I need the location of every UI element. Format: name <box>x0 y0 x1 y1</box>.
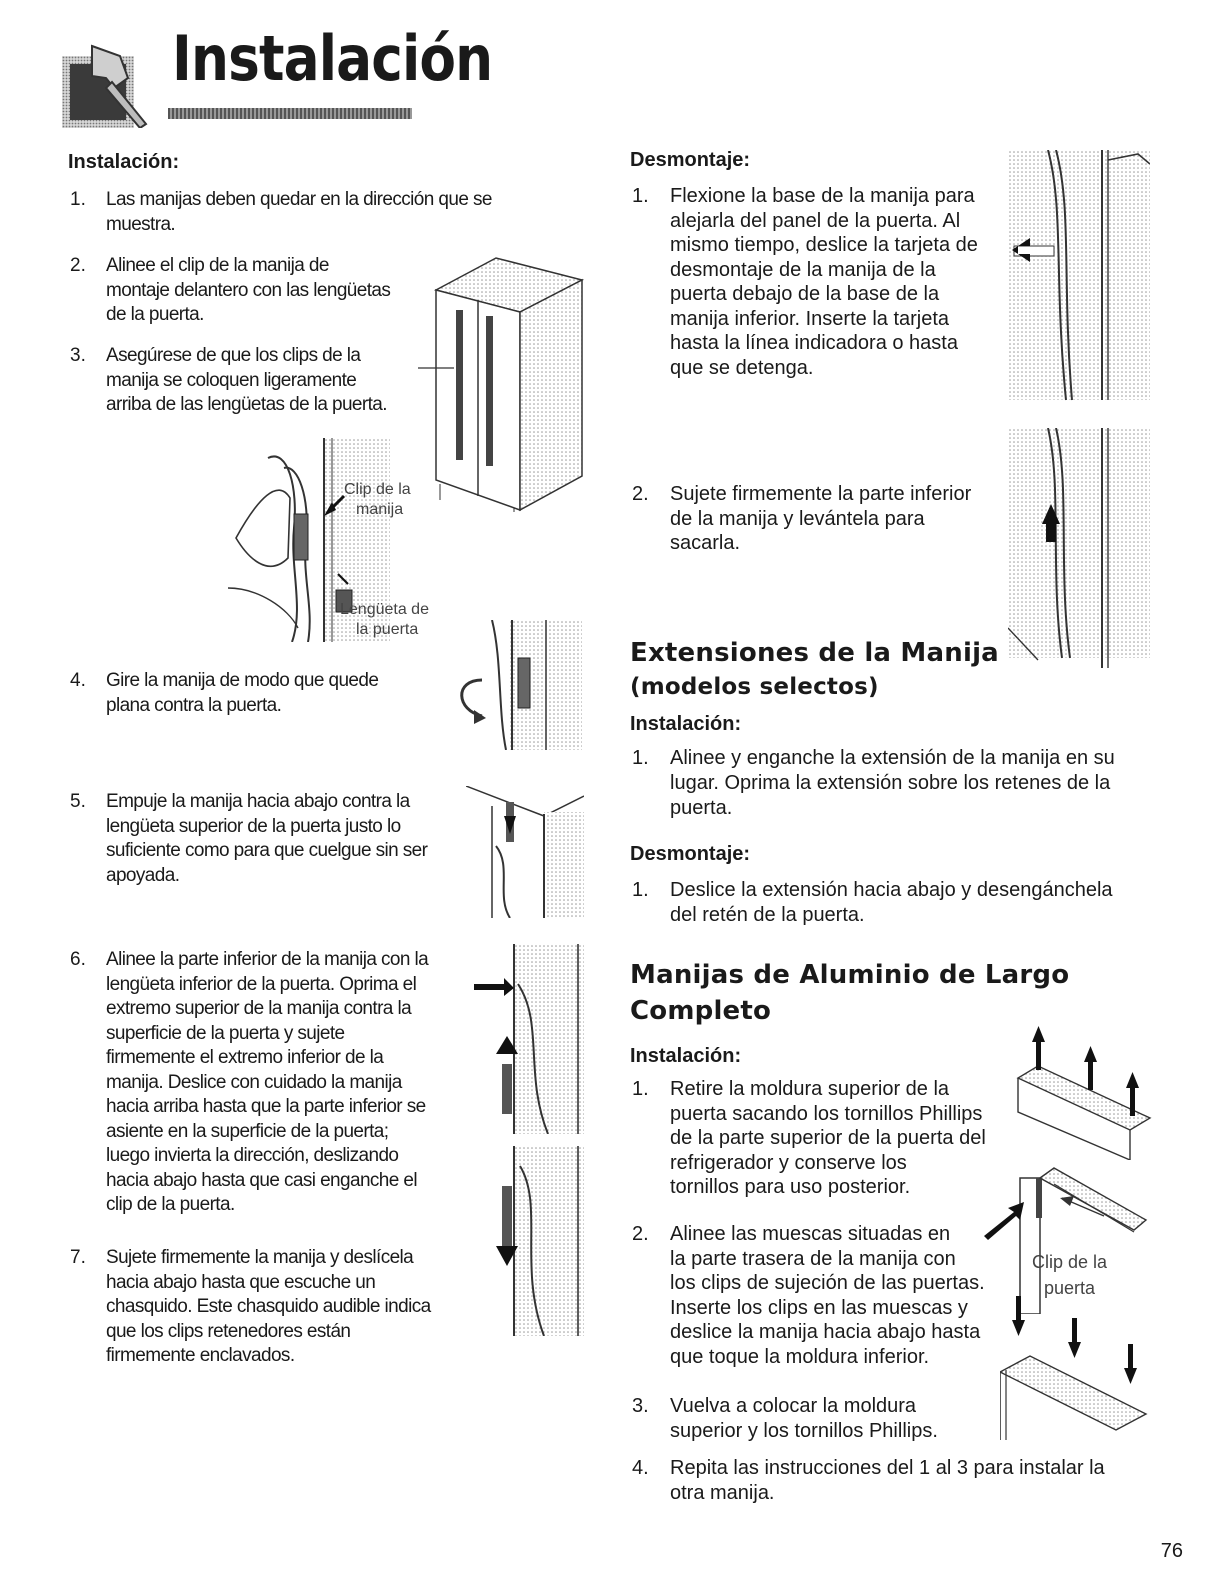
item-text-line: suficiente como para que cuelgue sin ser <box>106 840 428 861</box>
slide-down-figure <box>474 1146 584 1336</box>
extensiones-title-line1: Extensiones de la Manija <box>630 638 999 668</box>
item-text-line: Las manijas deben quedar en la dirección que se <box>106 189 492 210</box>
item-number: 3. <box>632 1395 649 1417</box>
item-text-line: lugar. Oprima la extensión sobre los retenes de la <box>670 772 1111 794</box>
item-text-line: Alinee el clip de la manija de <box>106 255 329 276</box>
item-text-line: montaje delantero con las lengüetas <box>106 279 391 301</box>
item-text-line: lengüeta inferior de la puerta. Oprima el <box>106 973 417 995</box>
item-text-line: apoyada. <box>106 864 180 886</box>
item-text-line: del retén de la puerta. <box>670 904 865 926</box>
item-text-line: puerta debajo de la base de la <box>670 283 940 305</box>
removal-card-figure <box>1008 150 1150 410</box>
item-text-line: Alinee y enganche la extensión de la manija en su <box>670 747 1115 769</box>
item-number: 6. <box>70 949 86 970</box>
page-number: 76 <box>1160 1540 1183 1562</box>
item-number: 7. <box>70 1247 86 1268</box>
aluminio-title-line1: Manijas de Aluminio de Largo <box>630 960 1070 990</box>
item-number: 4. <box>632 1457 649 1479</box>
item-number: 2. <box>632 483 649 505</box>
item-text-line: Alinee las muescas situadas en <box>670 1223 951 1245</box>
aluminio-subhead: Instalación: <box>630 1045 742 1067</box>
item-number: 4. <box>70 670 86 691</box>
item-text-line: superior y los tornillos Phillips. <box>670 1419 938 1442</box>
item-text-line: los clips de sujeción de las puertas. <box>670 1272 985 1294</box>
tab-label-line1: Lengüeta de <box>340 601 429 618</box>
desmontaje-subhead: Desmontaje: <box>630 149 751 171</box>
item-text-line: muestra. <box>106 213 176 235</box>
item-text-line: la parte trasera de la manija con <box>670 1247 956 1270</box>
item-text-line: manija. Deslice con cuidado la manija <box>106 1071 402 1093</box>
item-text-line: firmemente el extremo inferior de la <box>106 1047 384 1068</box>
page-title: Instalación <box>172 22 493 95</box>
item-number: 2. <box>632 1223 649 1245</box>
refrigerator-figure <box>416 250 588 512</box>
item-text-line: manija se coloquen ligeramente <box>106 369 357 391</box>
bottom-molding-figure <box>1000 1286 1152 1440</box>
item-text-line: asiente en la superficie de la puerta; <box>106 1120 389 1142</box>
item-number: 1. <box>632 879 649 901</box>
item-number: 1. <box>632 185 649 207</box>
item-text-line: Sujete firmemente la manija y deslícela <box>106 1247 414 1268</box>
item-text-line: puerta. <box>670 797 733 819</box>
item-text-line: alejarla del panel de la puerta. Al <box>670 209 961 232</box>
item-text-line: Inserte los clips en las muescas y <box>670 1296 968 1319</box>
item-number: 2. <box>70 255 86 276</box>
item-text-line: de la puerta. <box>106 304 204 325</box>
item-text-line: que los clips retenedores están <box>106 1320 351 1342</box>
item-text-line: firmemente enclavados. <box>106 1345 295 1366</box>
item-text-line: plana contra la puerta. <box>106 694 282 716</box>
clip-closeup-figure <box>228 438 440 642</box>
door-clip-label-line1: Clip de la <box>1032 1252 1108 1272</box>
extensiones-install-subhead: Instalación: <box>630 713 742 735</box>
clip-label-line2: manija <box>356 501 404 518</box>
item-text-line: Alinee la parte inferior de la manija con la <box>106 949 429 970</box>
push-down-figure <box>466 786 584 918</box>
molding-screws-figure <box>1008 1020 1152 1160</box>
extensiones-title-line2: (modelos selectos) <box>630 674 879 700</box>
item-text-line: que se detenga. <box>670 356 814 379</box>
item-text-line: refrigerador y conserve los <box>670 1151 907 1174</box>
item-text-line: desmontaje de la manija de la <box>670 258 936 281</box>
title-underline <box>168 108 412 119</box>
item-text-line: otra manija. <box>670 1481 775 1504</box>
tab-label-line2: la puerta <box>356 621 419 638</box>
item-number: 5. <box>70 791 86 812</box>
item-text-line: mismo tiempo, deslice la tarjeta de <box>670 234 978 256</box>
item-text-line: luego invierta la dirección, deslizando <box>106 1145 399 1166</box>
aluminio-title-line2: Completo <box>630 996 772 1026</box>
item-text-line: Empuje la manija hacia abajo contra la <box>106 791 410 812</box>
item-text-line: lengüeta superior de la puerta justo lo <box>106 815 401 837</box>
slide-up-figure <box>474 944 584 1134</box>
item-text-line: Deslice la extensión hacia abajo y desengánchela <box>670 879 1113 901</box>
item-number: 1. <box>632 1078 649 1100</box>
item-text-line: de la parte superior de la puerta del <box>670 1127 986 1149</box>
item-number: 1. <box>70 189 86 210</box>
item-number: 1. <box>632 747 649 769</box>
item-text-line: tornillos para uso posterior. <box>670 1176 911 1198</box>
item-text-line: Sujete firmemente la parte inferior <box>670 483 972 505</box>
item-text-line: Retire la moldura superior de la <box>670 1078 950 1100</box>
item-text-line: Gire la manija de modo que quede <box>106 670 379 691</box>
item-text-line: chasquido. Este chasquido audible indica <box>106 1296 431 1317</box>
item-text-line: clip de la puerta. <box>106 1194 235 1215</box>
item-text-line: arriba de las lengüetas de la puerta. <box>106 394 387 415</box>
item-text-line: hasta la línea indicadora o hasta <box>670 332 958 354</box>
rotate-handle-figure <box>452 620 582 750</box>
item-number: 3. <box>70 345 86 366</box>
clip-label-line1: Clip de la <box>344 481 411 498</box>
door-clip-label-line2: puerta <box>1044 1278 1096 1298</box>
item-text-line: hacia abajo hasta que escuche un <box>106 1271 376 1293</box>
extensiones-remove-subhead: Desmontaje: <box>630 843 751 865</box>
item-text-line: hacia abajo hasta que casi enganche el <box>106 1169 418 1191</box>
item-text-line: puerta sacando los tornillos Phillips <box>670 1102 983 1125</box>
item-text-line: superficie de la puerta y sujete <box>106 1022 345 1044</box>
item-text-line: de la manija y levántela para <box>670 507 925 530</box>
item-text-line: sacarla. <box>670 532 741 554</box>
item-text-line: manija inferior. Inserte la tarjeta <box>670 307 950 330</box>
lift-handle-figure <box>1008 428 1150 668</box>
item-text-line: hacia arriba hasta que la parte inferior se <box>106 1096 426 1117</box>
left-subhead: Instalación: <box>68 151 180 173</box>
item-text-line: Asegúrese de que los clips de la <box>106 345 361 366</box>
item-text-line: Flexione la base de la manija para <box>670 185 975 207</box>
item-text-line: deslice la manija hacia abajo hasta <box>670 1321 981 1343</box>
item-text-line: extremo superior de la manija contra la <box>106 998 412 1019</box>
item-text-line: Repita las instrucciones del 1 al 3 para instalar la <box>670 1457 1105 1479</box>
item-text-line: Vuelva a colocar la moldura <box>670 1395 917 1417</box>
wrench-icon <box>62 38 152 128</box>
item-text-line: que toque la moldura inferior. <box>670 1345 930 1368</box>
